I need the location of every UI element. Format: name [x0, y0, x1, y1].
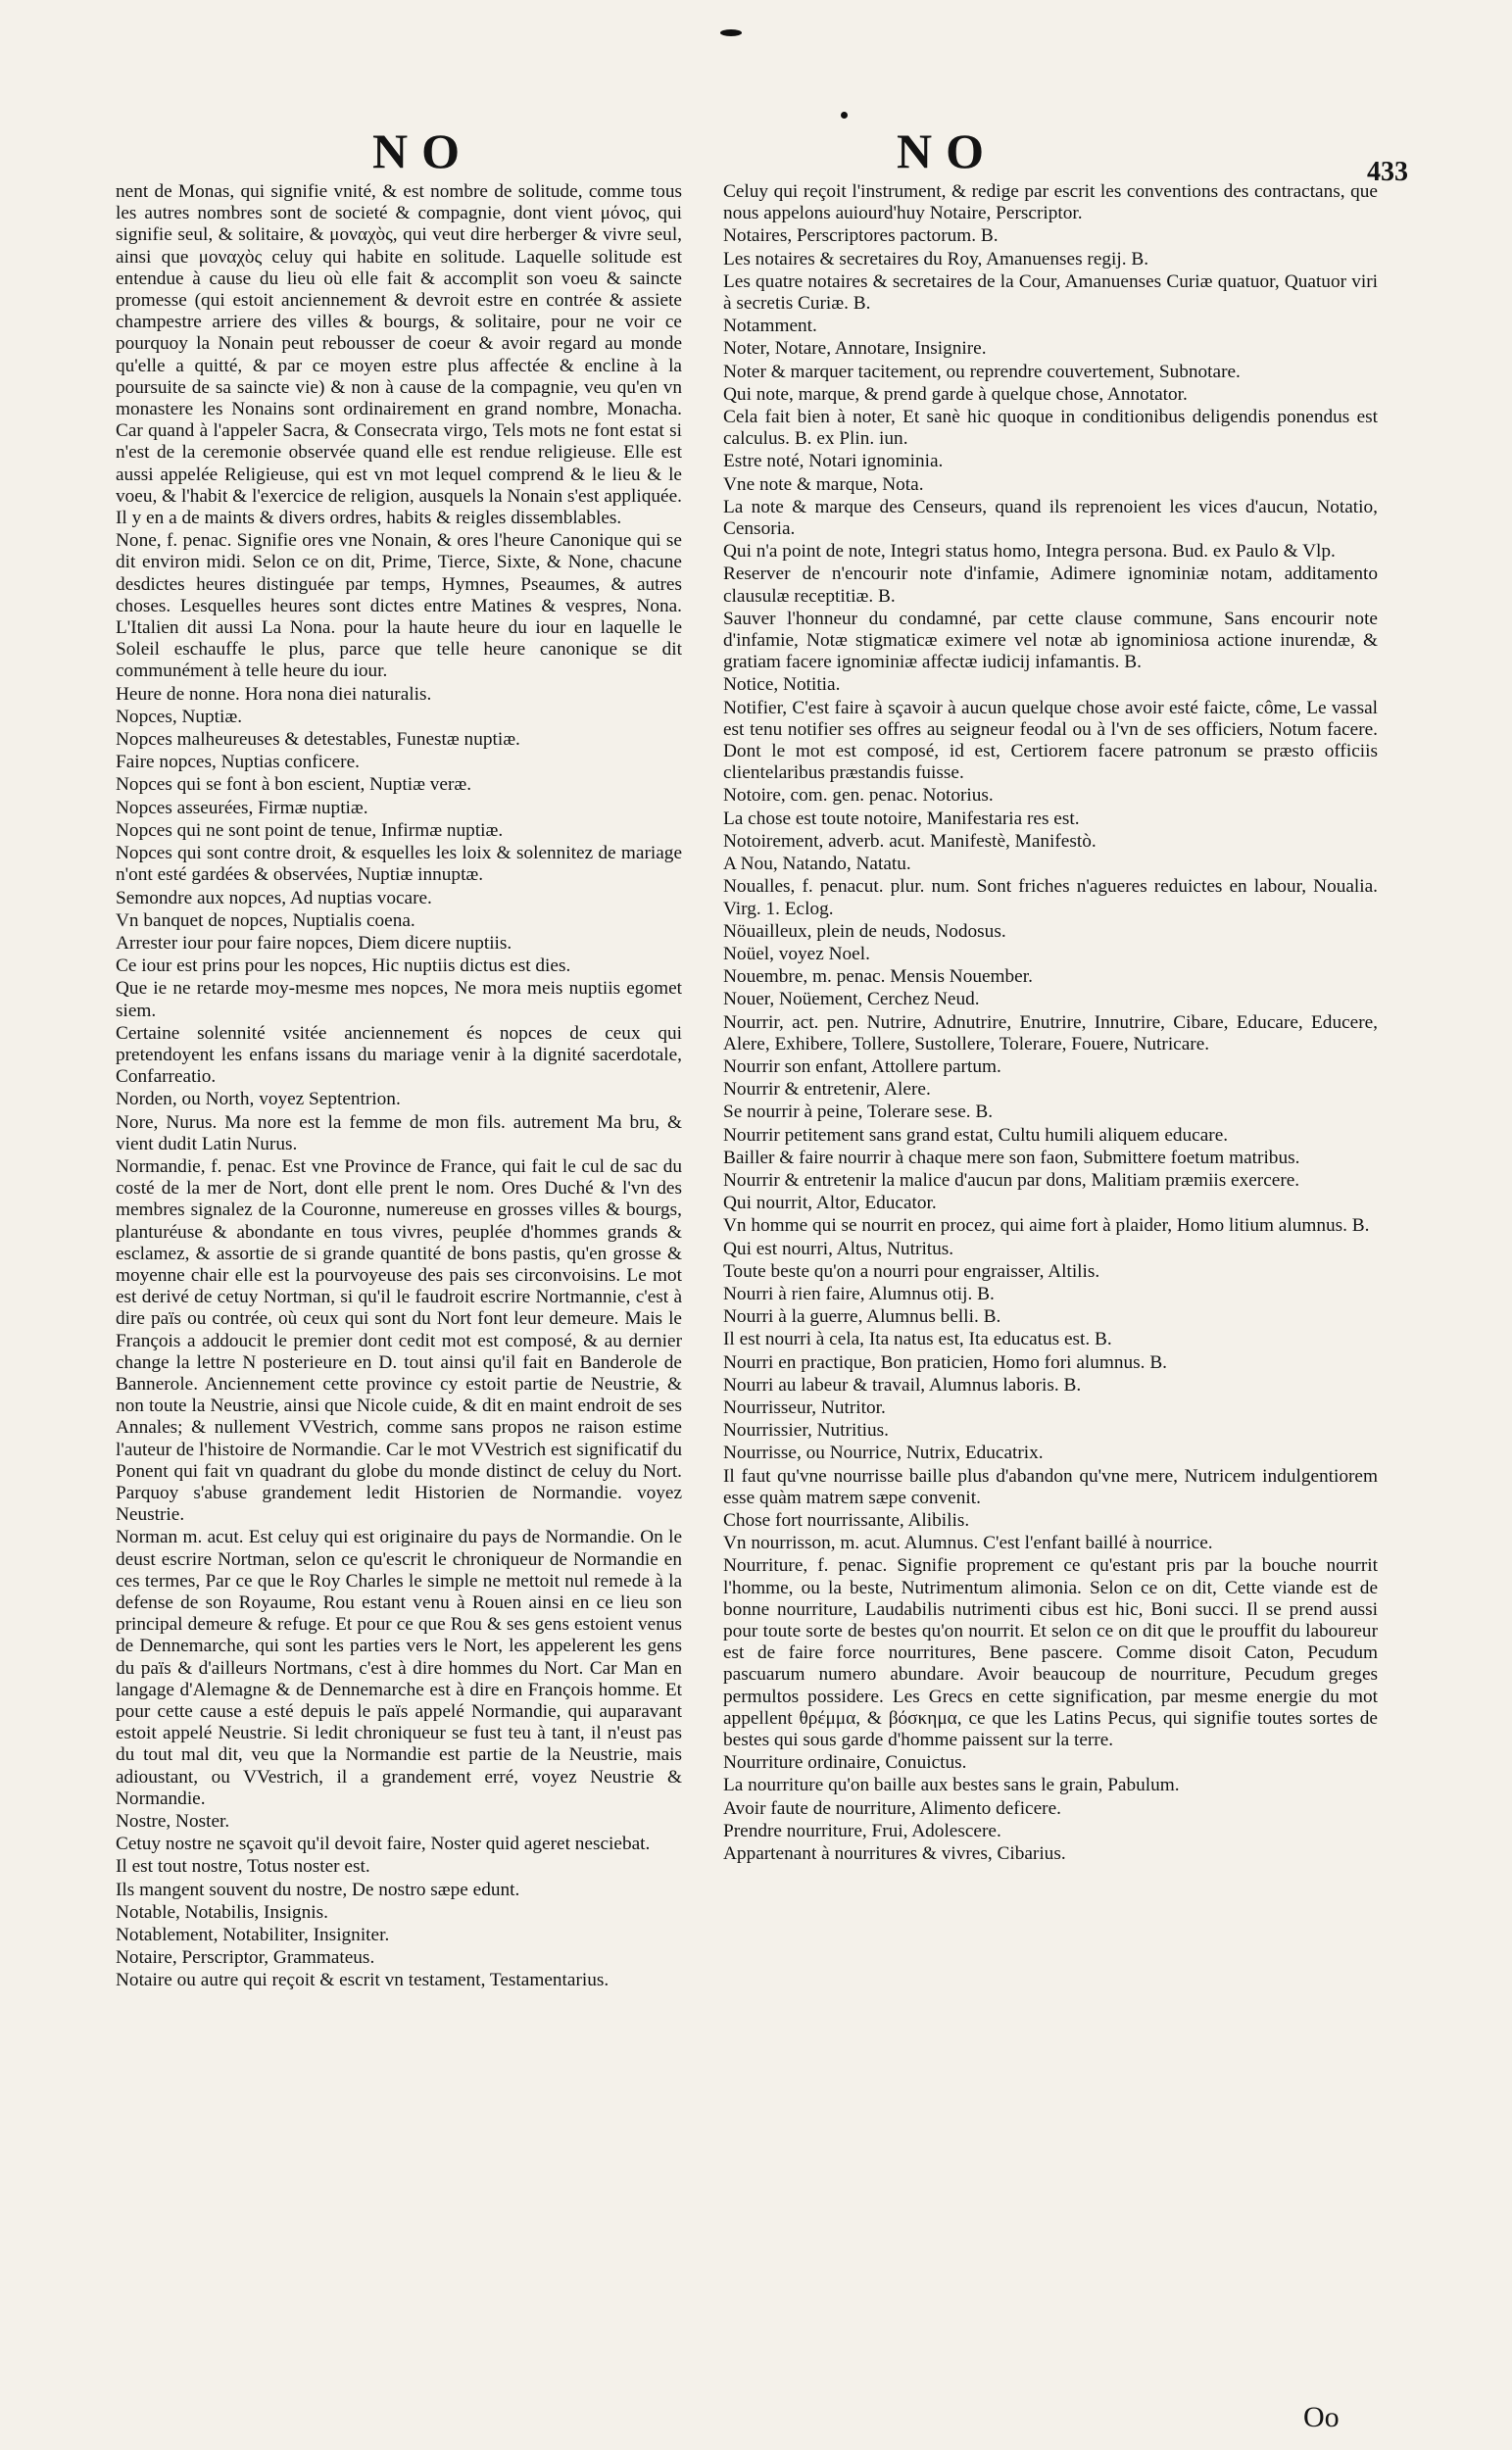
dictionary-entry: Vn nourrisson, m. acut. Alumnus. C'est l'enfant baillé à nourrice. [723, 1533, 1213, 1554]
dictionary-entry: Chose fort nourrissante, Alibilis. [723, 1509, 970, 1531]
dictionary-entry: Vn homme qui se nourrit en procez, qui aime fort à plaider, Homo litium alumnus. B. [723, 1215, 1370, 1237]
dictionary-entry: Notaire, Perscriptor, Grammateus. [116, 1947, 375, 1969]
dictionary-entry: Notice, Notitia. [723, 674, 841, 696]
dictionary-entry: Cetuy nostre ne sçavoit qu'il devoit faire, Noster quid ageret nesciebat. [116, 1834, 651, 1855]
dictionary-entry: Cela fait bien à noter, Et sanè hic quoque in conditionibus deligendis ponendus est calculus. B. ex Plin. iun. [723, 407, 1378, 450]
dictionary-entry: Nopces qui ne sont point de tenue, Infirmæ nuptiæ. [116, 819, 504, 841]
dictionary-entry: Appartenant à nourritures & vivres, Cibarius. [723, 1843, 1066, 1865]
dictionary-entry: Ils mangent souvent du nostre, De nostro sæpe edunt. [116, 1879, 520, 1900]
dictionary-entry: La nourriture qu'on baille aux bestes sans le grain, Pabulum. [723, 1775, 1180, 1796]
dictionary-entry: Sauver l'honneur du condamné, par cette clause commune, Sans encourir note d'infamie, Notæ stigmaticæ eximere vel notæ ab ignominiosa actione inurendæ, & gratiam facere ignominiæ affectæ iudicij infamantis. B. [723, 608, 1378, 673]
dictionary-entry: Nourrir & entretenir la malice d'aucun par dons, Malitiam præmiis exercere. [723, 1169, 1300, 1191]
dictionary-entry: Noualles, f. penacut. plur. num. Sont friches n'agueres reduictes en labour, Noualia. Virg. 1. Eclog. [723, 876, 1378, 919]
dictionary-entry: Nourri à la guerre, Alumnus belli. B. [723, 1306, 1001, 1328]
dictionary-entry: Notaires, Perscriptores pactorum. B. [723, 225, 999, 247]
dictionary-entry: Notoire, com. gen. penac. Notorius. [723, 785, 994, 807]
dictionary-entry: Qui est nourri, Altus, Nutritus. [723, 1238, 954, 1259]
dictionary-entry: Noter, Notare, Annotare, Insignire. [723, 338, 987, 360]
left-column [116, 181, 682, 1993]
dictionary-entry: Nourriture ordinaire, Conuictus. [723, 1752, 967, 1774]
dictionary-entry: Certaine solennité vsitée anciennement és nopces de ceux qui pretendoyent les enfans issans du mariage venir à la dignité sacerdotale, Confarreatio. [116, 1022, 682, 1088]
dictionary-entry: Nopces asseurées, Firmæ nuptiæ. [116, 797, 368, 818]
dictionary-entry: Nouer, Noüement, Cerchez Neud. [723, 989, 980, 1010]
dictionary-entry: Heure de nonne. Hora nona diei naturalis. [116, 683, 432, 705]
dictionary-entry: Notamment. [723, 316, 817, 337]
running-head-right: NO [897, 123, 998, 178]
dictionary-entry: Norman m. acut. Est celuy qui est originaire du pays de Normandie. On le deust escrire Nortman, selon ce qu'escrit le chroniqueur de Normandie en ces termes, Par ce que le Roy Charles le simple ne mettoit nul remede à la defense de son Royaume, Rou estant venu à Rouen ainsi en ce lieu son principal demeure & refuge. Et pour ce que Rou & ses gens estoient venus de Dennemarche, qui sont les parties vers le Nort, les appelerent les gens du païs & d'ailleurs Nortmans, c'est à dire hommes du Nort. Car Man en langage d'Alemagne & de Dennemarche est à dire en François homme. Et pour cette cause a esté depuis le païs appelé Normandie, qui auparavant estoit appelé Neustrie. Si ledit chroniqueur se fust teu à tant, il n'eust pas du tout mal dit, veu que la Normandie est partie de la Neustrie, mais adioustant, ou VVestrich, il a grandement erré, voyez Neustrie & Normandie. [116, 1527, 682, 1809]
dictionary-entry: Se nourrir à peine, Tolerare sese. B. [723, 1102, 994, 1123]
dictionary-entry: nent de Monas, qui signifie vnité, & est nombre de solitude, comme tous les autres nombres sont de societé & compagnie, dont vient μόνος, qui signifie seul, & solitaire, & μοναχὸς, qui veut dire herberger & vivre seul, ainsi que μοναχὸς celuy qui habite en solitude. Laquelle solitude est entendue à cause du lieu où elle fait & accomplit son voeu & saincte promesse (qui estoit anciennement & devroit estre en contrée & assiete champestre arriere des villes & bourgs, & solitaire, pour ne voir ce pourquoy la Nonain peut rebousser de coeur & avoir regard au monde qu'elle a quitté, & par ce moyen estre plus affectée & encline à la poursuite de sa saincte vie) & non à cause de la compagnie, veu qu'en vn monastere les Nonains sont ordinairement en grand nombre, Monacha. Car quand à l'appeler Sacra, & Consecrata virgo, Tels mots ne font estat si n'est de la ceremonie observée quand elle est rendue religieuse. Elle est aussi appelée Religieuse, qui est vn mot lequel comprend & le lieu & le voeu, & l'habit & l'exercice de religion, ausquels la Nonain s'est appliquée. Il y en a de maints & divers ordres, habits & reigles dissemblables. [116, 181, 682, 529]
dictionary-entry: Nourrir, act. pen. Nutrire, Adnutrire, Enutrire, Innutrire, Cibare, Educare, Educere, Alere, Exhibere, Tollere, Sustollere, Tolerare, Fouere, Nutricare. [723, 1011, 1378, 1054]
dictionary-entry: Nourri en practique, Bon praticien, Homo fori alumnus. B. [723, 1351, 1168, 1373]
dictionary-entry: Notablement, Notabiliter, Insigniter. [116, 1925, 390, 1946]
dictionary-entry: La note & marque des Censeurs, quand ils reprenoient les vices d'aucun, Notatio, Censoria. [723, 496, 1378, 540]
dictionary-entry: La chose est toute notoire, Manifestaria res est. [723, 808, 1080, 829]
dictionary-entry: Qui n'a point de note, Integri status homo, Integra persona. Bud. ex Paulo & Vlp. [723, 541, 1336, 563]
dictionary-entry: Ce iour est prins pour les nopces, Hic nuptiis dictus est dies. [116, 956, 571, 977]
dictionary-entry: None, f. penac. Signifie ores vne Nonain, & ores l'heure Canonique qui se dit environ midi. Selon ce on dit, Prime, Tierce, Sixte, & None, chacune desdictes heures distinguée par temps, Hymnes, Pseaumes, & autres choses. Lesquelles heures sont dictes entre Matines & vespres, Nona. L'Italien dit aussi La Nona. pour la haute heure du iour en laquelle le Soleil eschauffe le plus, parce que telle heure canonique se dit communément à telle heure du iour. [116, 530, 682, 682]
dictionary-entry: Il est nourri à cela, Ita natus est, Ita educatus est. B. [723, 1329, 1112, 1350]
dictionary-entry: Nourrissier, Nutritius. [723, 1420, 889, 1442]
dictionary-entry: Nourri au labeur & travail, Alumnus laboris. B. [723, 1374, 1082, 1396]
dictionary-entry: Il faut qu'vne nourrisse baille plus d'abandon qu'vne mere, Nutricem indulgentiorem esse quàm matrem sæpe convenit. [723, 1465, 1378, 1508]
dictionary-entry: Notifier, C'est faire à sçavoir à aucun quelque chose avoir esté faicte, côme, Le vassal est tenu notifier ses offres au seigneur feodal ou à l'vn de ses officiers, Notum facere. Dont le mot est composé, id est, Certiorem facere patronum se præsto officiis clientelaribus præstandis fuisse. [723, 697, 1378, 784]
dictionary-entry: A Nou, Natando, Natatu. [723, 854, 911, 875]
page-number: 433 [1367, 157, 1408, 187]
dictionary-entry: Nopces qui se font à bon escient, Nuptiæ veræ. [116, 774, 472, 796]
printer-dot [841, 112, 848, 119]
dictionary-entry: Faire nopces, Nuptias conficere. [116, 752, 360, 773]
dictionary-entry: Qui nourrit, Altor, Educator. [723, 1193, 937, 1214]
dictionary-entry: Semondre aux nopces, Ad nuptias vocare. [116, 887, 432, 908]
dictionary-entry: Prendre nourriture, Frui, Adolescere. [723, 1820, 1001, 1841]
dictionary-entry: Nourriture, f. penac. Signifie proprement ce qu'estant pris par la bouche nourrit l'homme, ou la beste, Nutrimentum alimonia. Selon ce on dit, Cette viande est de bonne nourriture, Laudabilis nutrimenti cibus est hic, Boni succi. Il se prend aussi pour toute sorte de bestes qu'on nourrit. Et selon ce on dit que le prouffit du laboureur est de faire force nourritures, Bene pascere. Comme disoit Caton, Pecudum pascuarum numero abundare. Avoir beaucoup de nourriture, Pecudum greges permultos possidere. Les Grecs en cette signification, par mesme energie du mot appellent θρέμμα, & βόσκημα, ce que les Latins Pecus, qui signifie toutes sortes de bestes qui sous garde d'homme paissent sur la terre. [723, 1555, 1378, 1751]
dictionary-entry: Noter & marquer tacitement, ou reprendre couvertement, Subnotare. [723, 361, 1241, 382]
dictionary-entry: Nourrisse, ou Nourrice, Nutrix, Educatrix. [723, 1443, 1044, 1464]
right-column [723, 181, 1378, 1866]
dictionary-entry: Notaire ou autre qui reçoit & escrit vn testament, Testamentarius. [116, 1970, 610, 1991]
dictionary-entry: Qui note, marque, & prend garde à quelque chose, Annotator. [723, 383, 1188, 405]
dictionary-entry: Que ie ne retarde moy-mesme mes nopces, Ne mora meis nuptiis egomet siem. [116, 978, 682, 1021]
dictionary-entry: Nourrir petitement sans grand estat, Cultu humili aliquem educare. [723, 1124, 1229, 1146]
dictionary-entry: Nopces malheureuses & detestables, Funestæ nuptiæ. [116, 729, 520, 751]
dictionary-entry: Nopces, Nuptiæ. [116, 706, 243, 727]
catchword: Oo [1303, 2401, 1340, 2433]
dictionary-entry: Notoirement, adverb. acut. Manifestè, Manifestò. [723, 830, 1097, 852]
dictionary-entry: Reserver de n'encourir note d'infamie, Adimere ignominiæ notam, additamento clausulæ receptitiæ. B. [723, 564, 1378, 607]
dictionary-entry: Celuy qui reçoit l'instrument, & redige par escrit les conventions des contractans, que nous appelons auiourd'huy Notaire, Perscriptor. [723, 181, 1378, 224]
dictionary-entry: Estre noté, Notari ignominia. [723, 451, 944, 472]
dictionary-entry: Noüel, voyez Noel. [723, 943, 870, 964]
dictionary-entry: Nourrisseur, Nutritor. [723, 1396, 886, 1418]
dictionary-entry: Notable, Notabilis, Insignis. [116, 1901, 328, 1923]
dictionary-entry: Nostre, Noster. [116, 1811, 230, 1833]
running-head-left: NO [372, 123, 473, 178]
dictionary-entry: Nore, Nurus. Ma nore est la femme de mon fils. autrement Ma bru, & vient dudit Latin Nurus. [116, 1111, 682, 1154]
dictionary-entry: Avoir faute de nourriture, Alimento deficere. [723, 1797, 1061, 1819]
dictionary-entry: Nourri à rien faire, Alumnus otij. B. [723, 1283, 995, 1304]
dictionary-entry: Nöuailleux, plein de neuds, Nodosus. [723, 920, 1006, 942]
printer-mark [720, 29, 742, 36]
dictionary-entry: Arrester iour pour faire nopces, Diem dicere nuptiis. [116, 932, 512, 954]
dictionary-entry: Normandie, f. penac. Est vne Province de France, qui fait le cul de sac du costé de la mer de Nort, dont elle prent le nom. Ores Duché & l'vn des membres signalez de la Couronne, numereuse en grosses villes & bourgs, planturéuse & abondante en tous vivres, peuplée d'hommes grands & esclamez, & assortie de si grande quantité de bons pastis, qu'en grosse & moyenne chair elle est la pourvoyeuse des pais ses circonvoisins. Le mot est derivé de cetuy Nortman, si qu'il le faudroit escrire Nortmannie, c'est à dire païs ou contrée, où ceux qui sont du Nort font leur demeure. Mais le François a addoucit le premier dont cedit mot est composé, & au dernier change la lettre N posterieure en D. tout ainsi qu'il fait en Banderole de Bannerole. Anciennement cette province cy estoit partie de Neustrie, & non toute la Neustrie, ainsi que Nicole cuide, & dit en maint endroit de ses Annales; & nullement VVestrich, comme sans propos ne raison estime l'auteur de l'histoire de Normandie. Car le mot VVestrich est significatif du Ponent qui fait vn quadrant du globe du monde distinct de celuy du Nort. Parquoy s'abuse grandement ledit Historien de Normandie. voyez Neustrie. [116, 1155, 682, 1526]
dictionary-entry: Toute beste qu'on a nourri pour engraisser, Altilis. [723, 1260, 1100, 1282]
dictionary-entry: Les notaires & secretaires du Roy, Amanuenses regij. B. [723, 248, 1149, 270]
dictionary-entry: Norden, ou North, voyez Septentrion. [116, 1089, 401, 1110]
dictionary-entry: Il est tout nostre, Totus noster est. [116, 1856, 370, 1878]
dictionary-entry: Les quatre notaires & secretaires de la Cour, Amanuenses Curiæ quatuor, Quatuor viri à secretis Curiæ. B. [723, 270, 1378, 315]
dictionary-entry: Vn banquet de nopces, Nuptialis coena. [116, 909, 415, 931]
dictionary-entry: Nouembre, m. penac. Mensis Nouember. [723, 966, 1033, 988]
dictionary-entry: Vne note & marque, Nota. [723, 473, 924, 495]
dictionary-entry: Nopces qui sont contre droit, & esquelles les loix & solennitez de mariage n'ont esté gardées & observées, Nuptiæ innuptæ. [116, 843, 682, 886]
dictionary-entry: Nourrir & entretenir, Alere. [723, 1079, 931, 1101]
dictionary-entry: Nourrir son enfant, Attollere partum. [723, 1055, 1001, 1077]
dictionary-entry: Bailler & faire nourrir à chaque mere son faon, Submittere foetum matribus. [723, 1147, 1300, 1168]
